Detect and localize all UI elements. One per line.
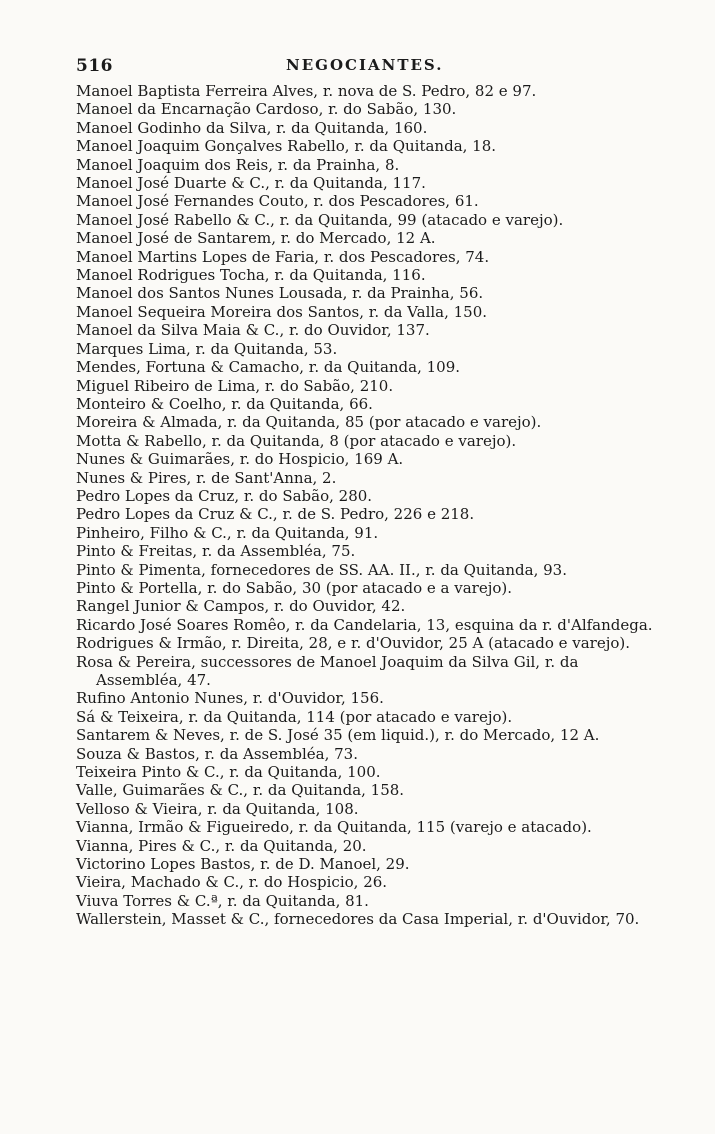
list-item: Manoel dos Santos Nunes Lousada, r. da Prainha, 56. <box>76 284 484 303</box>
list-item: Rufino Antonio Nunes, r. d'Ouvidor, 156. <box>76 689 384 708</box>
list-item: Ricardo José Soares Romêo, r. da Candelaria, 13, esquina da r. d'Alfandega. <box>76 615 653 634</box>
list-item: Nunes & Pires, r. de Sant'Anna, 2. <box>76 468 337 487</box>
list-item: Rangel Junior & Campos, r. do Ouvidor, 42. <box>76 597 406 616</box>
list-item: Manoel Godinho da Silva, r. da Quitanda, 160. <box>76 118 428 137</box>
page-number: 516 <box>76 56 113 76</box>
list-item: Souza & Bastos, r. da Assembléa, 73. <box>76 744 358 763</box>
list-item: Manoel Joaquim Gonçalves Rabello, r. da Quitanda, 18. <box>76 137 497 156</box>
list-item: Rosa & Pereira, successores de Manoel Joaquim da Silva Gil, r. da Assembléa, 47. <box>76 652 579 689</box>
merchant-list <box>76 82 656 929</box>
list-item: Manoel da Encarnação Cardoso, r. do Sabão, 130. <box>76 100 457 119</box>
list-item: Victorino Lopes Bastos, r. de D. Manoel, 29. <box>76 855 410 874</box>
list-item: Teixeira Pinto & C., r. da Quitanda, 100. <box>76 763 381 782</box>
list-item: Santarem & Neves, r. de S. José 35 (em liquid.), r. do Mercado, 12 A. <box>76 726 600 745</box>
list-item: Manoel Rodrigues Tocha, r. da Quitanda, 116. <box>76 266 426 285</box>
list-item: Monteiro & Coelho, r. da Quitanda, 66. <box>76 394 373 413</box>
list-item: Nunes & Guimarães, r. do Hospicio, 169 A. <box>76 450 404 469</box>
list-item: Pinto & Pimenta, fornecedores de SS. AA. II., r. da Quitanda, 93. <box>76 560 567 579</box>
list-item: Manoel José de Santarem, r. do Mercado, 12 A. <box>76 229 436 248</box>
list-item: Vieira, Machado & C., r. do Hospicio, 26. <box>76 873 388 892</box>
list-item: Manoel José Fernandes Couto, r. dos Pescadores, 61. <box>76 192 479 211</box>
list-item: Vianna, Pires & C., r. da Quitanda, 20. <box>76 836 367 855</box>
list-item: Rodrigues & Irmão, r. Direita, 28, e r. d'Ouvidor, 25 A (atacado e varejo). <box>76 634 631 653</box>
list-item: Manoel Sequeira Moreira dos Santos, r. da Valla, 150. <box>76 302 488 321</box>
list-item: Wallerstein, Masset & C., fornecedores da Casa Imperial, r. d'Ouvidor, 70. <box>76 910 640 929</box>
list-item: Manoel Joaquim dos Reis, r. da Prainha, 8. <box>76 155 400 174</box>
list-item: Mendes, Fortuna & Camacho, r. da Quitanda, 109. <box>76 358 461 377</box>
running-title: NEGOCIANTES. <box>286 56 444 74</box>
list-item: Miguel Ribeiro de Lima, r. do Sabão, 210. <box>76 376 394 395</box>
list-item: Velloso & Vieira, r. da Quitanda, 108. <box>76 799 359 818</box>
list-item: Pedro Lopes da Cruz & C., r. de S. Pedro, 226 e 218. <box>76 505 475 524</box>
list-item: Valle, Guimarães & C., r. da Quitanda, 158. <box>76 781 405 800</box>
list-item: Marques Lima, r. da Quitanda, 53. <box>76 339 338 358</box>
list-item: Manoel José Duarte & C., r. da Quitanda, 117. <box>76 174 426 193</box>
list-item: Manoel Baptista Ferreira Alves, r. nova de S. Pedro, 82 e 97. <box>76 82 537 100</box>
list-item: Motta & Rabello, r. da Quitanda, 8 (por atacado e varejo). <box>76 431 517 450</box>
list-item: Vianna, Irmão & Figueiredo, r. da Quitanda, 115 (varejo e atacado). <box>76 818 592 837</box>
list-item: Moreira & Almada, r. da Quitanda, 85 (por atacado e varejo). <box>76 413 542 432</box>
page-header <box>76 56 656 80</box>
list-item: Manoel da Silva Maia & C., r. do Ouvidor, 137. <box>76 321 430 340</box>
list-item: Sá & Teixeira, r. da Quitanda, 114 (por atacado e varejo). <box>76 707 513 726</box>
list-item: Viuva Torres & C.ª, r. da Quitanda, 81. <box>76 891 369 910</box>
list-item: Manoel José Rabello & C., r. da Quitanda, 99 (atacado e varejo). <box>76 210 564 229</box>
list-item: Pinto & Portella, r. do Sabão, 30 (por atacado e a varejo). <box>76 578 513 597</box>
list-item: Pedro Lopes da Cruz, r. do Sabão, 280. <box>76 486 373 505</box>
list-item: Pinto & Freitas, r. da Assembléa, 75. <box>76 542 356 561</box>
list-item: Pinheiro, Filho & C., r. da Quitanda, 91. <box>76 523 379 542</box>
list-item: Manoel Martins Lopes de Faria, r. dos Pescadores, 74. <box>76 247 490 266</box>
